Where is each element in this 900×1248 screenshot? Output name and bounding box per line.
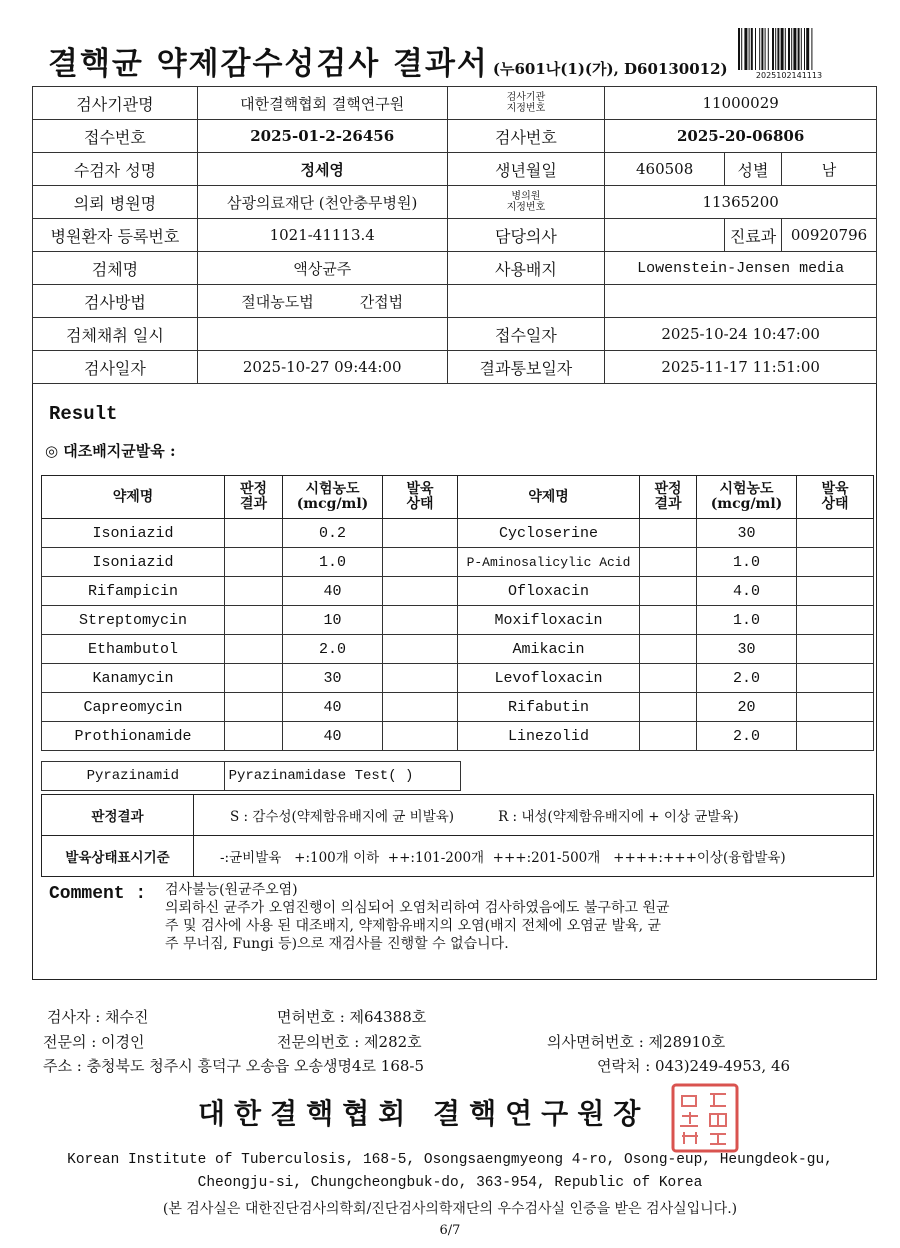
barcode-bar [744, 28, 747, 70]
label-registration-no: 병원환자 등록번호 [33, 219, 198, 252]
judgement-cell [640, 519, 697, 548]
barcode-bar [761, 28, 763, 70]
growth-criteria-text: -:균비발육 +:100개 이하 ++:101-200개 +++:201-500개 ++++:+++이상(융합발육) [194, 836, 874, 877]
drug-name: Ethambutol [42, 635, 225, 664]
judgement-cell [225, 606, 283, 635]
drug-row [42, 664, 874, 693]
drug-name: Cycloserine [458, 519, 640, 548]
address: 주소 : 충청북도 청주시 흥덕구 오송읍 오송생명4로 168-5 [43, 1057, 425, 1075]
drug-table [41, 475, 874, 751]
value-sex: 남 [782, 153, 877, 186]
comment-label: Comment : [49, 884, 147, 904]
empty-cell [447, 285, 605, 318]
growth-cell [383, 519, 458, 548]
label-department: 진료과 [725, 219, 782, 252]
growth-cell [797, 548, 874, 577]
concentration: 0.2 [283, 519, 383, 548]
drug-name: Isoniazid [42, 548, 225, 577]
judgement-cell [225, 722, 283, 751]
judgement-cell [225, 693, 283, 722]
judgement-cell [640, 577, 697, 606]
certification-note: (본 검사실은 대한진단검사의학회/진단검사의학재단의 우수검사실 인증을 받은 검사실입니다.) [162, 1201, 738, 1217]
drug-header-row [42, 476, 874, 519]
info-row [33, 351, 877, 384]
institute-name: 대한결핵협회 결핵연구원장 [198, 1097, 650, 1130]
value-test-date: 2025-10-27 09:44:00 [197, 351, 447, 384]
value-patient-name: 정세영 [197, 153, 447, 186]
label-method: 검사방법 [33, 285, 198, 318]
barcode-bar [798, 28, 800, 70]
barcode-bar [755, 28, 756, 70]
info-row [33, 153, 877, 186]
header-growth: 발육 상태 [383, 476, 458, 519]
header-drug-name: 약제명 [42, 476, 225, 519]
label-receipt-date: 접수일자 [447, 318, 605, 351]
judgement-criteria [194, 795, 874, 836]
value-hospital-code: 11365200 [605, 186, 877, 219]
header-growth: 발육 상태 [797, 476, 874, 519]
growth-cell [797, 519, 874, 548]
growth-cell [383, 577, 458, 606]
judgement-cell [640, 664, 697, 693]
drug-row [42, 577, 874, 606]
drug-name: Kanamycin [42, 664, 225, 693]
label-test-no: 검사번호 [447, 120, 605, 153]
barcode-bar [775, 28, 776, 70]
barcode-bar [738, 28, 740, 70]
contact: 연락처 : 043)249-4953, 46 [597, 1057, 791, 1075]
barcode-bar [806, 28, 809, 70]
barcode-bar [765, 28, 766, 70]
concentration: 40 [283, 693, 383, 722]
value-receipt-date: 2025-10-24 10:47:00 [605, 318, 877, 351]
barcode-bar [811, 28, 812, 70]
judgement-cell [225, 664, 283, 693]
method-absolute: 절대농도법 [241, 292, 314, 311]
comment-line: 주 무너짐, Fungi 등)으로 재검사를 진행할 수 없습니다. [165, 936, 509, 952]
drug-row [42, 606, 874, 635]
legend-table [41, 794, 874, 877]
barcode-bar [793, 28, 796, 70]
specialist-name: 전문의 : 이경인 [43, 1033, 145, 1051]
pza-drug-name: Pyrazinamid [42, 762, 225, 791]
info-table [32, 86, 877, 384]
header-concentration: 시험농도 (mcg/ml) [697, 476, 797, 519]
label-medium: 사용배지 [447, 252, 605, 285]
criteria-susceptible: S : 감수성(약제함유배지에 균 비발육) [230, 809, 455, 825]
growth-cell [797, 577, 874, 606]
judgement-cell [640, 606, 697, 635]
growth-cell [383, 635, 458, 664]
drug-row [42, 548, 874, 577]
concentration: 30 [283, 664, 383, 693]
comment-text [165, 881, 865, 953]
judgement-cell [640, 548, 697, 577]
info-row [33, 87, 877, 120]
judgement-cell [640, 635, 697, 664]
label-institution-code: 검사기관 지정번호 [447, 87, 605, 120]
form-code: (누601나(1)(가), D60130012) [492, 60, 728, 78]
drug-name: P-Aminosalicylic Acid [458, 548, 640, 577]
value-medium: Lowenstein-Jensen media [605, 252, 877, 285]
label-report-date: 결과통보일자 [447, 351, 605, 384]
concentration: 2.0 [697, 722, 797, 751]
label-patient-name: 수검자 성명 [33, 153, 198, 186]
drug-name: Ofloxacin [458, 577, 640, 606]
label-hospital-code: 병의원 지정번호 [447, 186, 605, 219]
barcode-bar [785, 28, 786, 70]
judgement-cell [640, 693, 697, 722]
value-hospital: 삼광의료재단 (천안충무병원) [197, 186, 447, 219]
doctor-license: 의사면허번호 : 제28910호 [547, 1033, 726, 1051]
result-title: Result [49, 403, 118, 425]
pyrazinamide-row [42, 762, 461, 791]
value-test-no: 2025-20-06806 [605, 120, 877, 153]
label-receipt-no: 접수번호 [33, 120, 198, 153]
tester-license: 면허번호 : 제64388호 [277, 1008, 427, 1026]
page-number: 6/7 [439, 1223, 461, 1238]
barcode-bar [791, 28, 792, 70]
drug-name: Linezolid [458, 722, 640, 751]
pyrazinamide-table [41, 761, 461, 791]
growth-criteria-label: 발육상태표시기준 [42, 836, 194, 877]
drug-name: Isoniazid [42, 519, 225, 548]
growth-cell [797, 606, 874, 635]
judgement-label: 판정결과 [42, 795, 194, 836]
address-english-2: Cheongju-si, Chungcheongbuk-do, 363-954, Republic of Korea [197, 1175, 703, 1191]
official-seal-icon [670, 1082, 740, 1154]
drug-name: Levofloxacin [458, 664, 640, 693]
barcode-bar [749, 28, 750, 70]
growth-cell [383, 664, 458, 693]
comment-line: 주 및 검사에 사용 된 대조배지, 약제함유배지의 오염(배지 전체에 오염균 발육, 균 [165, 918, 662, 934]
concentration: 40 [283, 577, 383, 606]
barcode-bar [781, 28, 784, 70]
judgement-cell [225, 548, 283, 577]
barcode-bar [804, 28, 805, 70]
value-birthdate: 460508 [605, 153, 725, 186]
control-growth-title: ◎ 대조배지균발육 : [45, 442, 176, 460]
value-method [197, 285, 447, 318]
value-institution-code: 11000029 [605, 87, 877, 120]
drug-row [42, 635, 874, 664]
concentration: 10 [283, 606, 383, 635]
value-department: 00920796 [782, 219, 877, 252]
growth-cell [797, 664, 874, 693]
document-title [48, 38, 728, 83]
label-collection-date: 검체채취 일시 [33, 318, 198, 351]
growth-cell [797, 693, 874, 722]
header-drug-name: 약제명 [458, 476, 640, 519]
concentration: 1.0 [283, 548, 383, 577]
judgement-cell [225, 635, 283, 664]
value-report-date: 2025-11-17 11:51:00 [605, 351, 877, 384]
concentration: 30 [697, 519, 797, 548]
info-row [33, 252, 877, 285]
concentration: 20 [697, 693, 797, 722]
barcode-bar [768, 28, 769, 70]
drug-name: Streptomycin [42, 606, 225, 635]
info-row [33, 318, 877, 351]
drug-name: Moxifloxacin [458, 606, 640, 635]
legend-row [42, 836, 874, 877]
judgement-cell [225, 519, 283, 548]
growth-cell [383, 606, 458, 635]
judgement-cell [640, 722, 697, 751]
info-row [33, 120, 877, 153]
specialist-number: 전문의번호 : 제282호 [277, 1033, 422, 1051]
drug-name: Capreomycin [42, 693, 225, 722]
comment-line: 검사불능(원균주오염) [165, 882, 298, 898]
tester-name: 검사자 : 채수진 [47, 1008, 149, 1026]
value-specimen: 액상균주 [197, 252, 447, 285]
value-doctor [605, 219, 725, 252]
method-indirect: 간접법 [359, 292, 404, 311]
barcode-icon [738, 28, 840, 70]
comment-line: 의뢰하신 균주가 오염진행이 의심되어 오염처리하여 검사하였음에도 불구하고 원균 [165, 900, 670, 916]
barcode-bar [777, 28, 779, 70]
value-institution: 대한결핵협회 결핵연구원 [197, 87, 447, 120]
barcode-bar [751, 28, 753, 70]
drug-name: Amikacin [458, 635, 640, 664]
header-concentration: 시험농도 (mcg/ml) [283, 476, 383, 519]
concentration: 1.0 [697, 606, 797, 635]
concentration: 4.0 [697, 577, 797, 606]
barcode-bar [788, 28, 790, 70]
drug-row [42, 722, 874, 751]
barcode-number: 2025102141113 [755, 71, 823, 80]
concentration: 1.0 [697, 548, 797, 577]
header-judgement: 판정 결과 [640, 476, 697, 519]
value-receipt-no: 2025-01-2-26456 [197, 120, 447, 153]
criteria-resistant: R : 내성(약제함유배지에 + 이상 균발육) [498, 809, 739, 825]
barcode-bar [772, 28, 774, 70]
legend-row [42, 795, 874, 836]
address-english-1: Korean Institute of Tuberculosis, 168-5, Osongsaengmyeong 4-ro, Osong-eup, Heungdeok-gu, [67, 1152, 833, 1168]
concentration: 2.0 [697, 664, 797, 693]
pza-test: Pyrazinamidase Test( ) [224, 762, 460, 791]
growth-cell [797, 635, 874, 664]
drug-row [42, 519, 874, 548]
drug-name: Prothionamide [42, 722, 225, 751]
growth-cell [797, 722, 874, 751]
barcode-bar [801, 28, 802, 70]
label-sex: 성별 [725, 153, 782, 186]
concentration: 2.0 [283, 635, 383, 664]
label-birthdate: 생년월일 [447, 153, 605, 186]
concentration: 30 [697, 635, 797, 664]
info-row [33, 285, 877, 318]
growth-cell [383, 722, 458, 751]
label-institution: 검사기관명 [33, 87, 198, 120]
info-row [33, 219, 877, 252]
growth-cell [383, 548, 458, 577]
label-test-date: 검사일자 [33, 351, 198, 384]
label-doctor: 담당의사 [447, 219, 605, 252]
concentration: 40 [283, 722, 383, 751]
barcode-bar [741, 28, 742, 70]
value-registration-no: 1021-41113.4 [197, 219, 447, 252]
header-judgement: 판정 결과 [225, 476, 283, 519]
judgement-cell [225, 577, 283, 606]
growth-cell [383, 693, 458, 722]
value-collection-date [197, 318, 447, 351]
empty-cell [605, 285, 877, 318]
drug-name: Rifabutin [458, 693, 640, 722]
info-row [33, 186, 877, 219]
title-main: 결핵균 약제감수성검사 결과서 [48, 46, 489, 82]
label-specimen: 검체명 [33, 252, 198, 285]
drug-name: Rifampicin [42, 577, 225, 606]
drug-row [42, 693, 874, 722]
label-hospital: 의뢰 병원명 [33, 186, 198, 219]
barcode-bar [759, 28, 760, 70]
